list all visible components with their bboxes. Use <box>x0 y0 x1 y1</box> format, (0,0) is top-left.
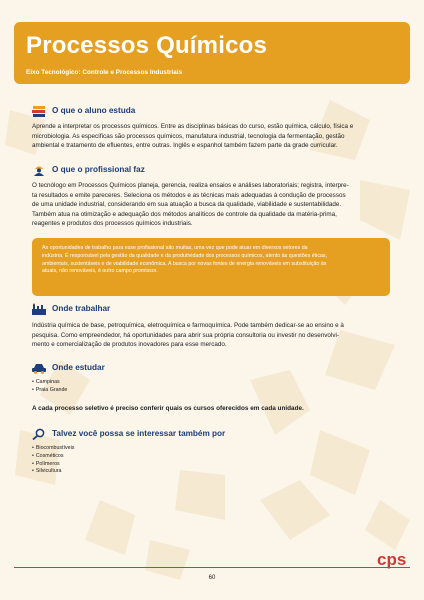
list-item: • Biocombustíveis <box>32 445 74 453</box>
estuda-paragraph <box>32 122 394 151</box>
section-label: Onde trabalhar <box>52 303 111 313</box>
section-label: Onde estudar <box>52 362 105 372</box>
section-heading-estudar <box>32 361 105 373</box>
factory-icon <box>32 302 46 314</box>
trabalhar-paragraph <box>32 321 394 350</box>
paragraph-line: pesquisa. Como empreendedor, há oportunidades para abrir sua própria consultoria ou investir no desenvolvi- <box>32 331 339 339</box>
paragraph-line: O tecnólogo em Processos Químicos planeja, gerencia, realiza ensaios e análises laboratoriais; registra, interpre- <box>32 182 349 189</box>
books-icon <box>32 104 46 116</box>
magnifier-icon <box>32 427 46 439</box>
cps-logo <box>376 548 412 570</box>
section-label: Talvez você possa se interessar também por <box>52 428 226 438</box>
section-label: O que o aluno estuda <box>52 105 136 115</box>
page-number: 60 <box>208 575 216 581</box>
interesse-list <box>32 445 74 476</box>
paragraph-line: Indústria química de base, petroquímica, eletroquímica e farmoquímica. Pode também dedicar-se ao ensino e à <box>32 322 344 329</box>
paragraph-line: ta resultados e emite pareceres. Seleciona os métodos e as técnicas mais adequadas à condução de processos <box>32 191 346 199</box>
section-heading-trabalhar <box>32 302 110 314</box>
paragraph-line: Também atua na otimização e adequação dos métodos analíticos de controle da qualidade da matéria-prima, <box>32 210 337 218</box>
callout-line: atuais, não renováveis, é outro campo promissor. <box>42 268 158 275</box>
worker-icon <box>32 163 46 175</box>
callout-line: As oportunidades de trabalho para esse profissional são muitas, uma vez que pode atuar em diversos setores da <box>42 245 308 251</box>
section-heading-estuda <box>32 104 135 116</box>
list-item: • Praia Grande <box>32 387 67 395</box>
section-heading-profissional <box>32 163 145 175</box>
list-item: • Cosméticos <box>32 453 74 461</box>
profissional-paragraph <box>32 181 394 229</box>
section-heading-interesse <box>32 427 225 439</box>
list-item: • Silvicultura <box>32 468 74 476</box>
selection-note: A cada processo seletivo é preciso conferir quais os cursos oferecidos em cada unidade. <box>32 405 304 412</box>
title-banner <box>14 22 410 84</box>
list-item: • Campinas <box>32 379 67 387</box>
paragraph-line: de uma unidade industrial, considerando em sua atuação a busca da qualidade, viabilidade e sustentabilidade. <box>32 201 342 209</box>
paragraph-line: ambiental e tratamento de efluentes, entre outras. Inglês e espanhol também fazem parte da grade curricular. <box>32 142 338 150</box>
paragraph-line: Aprende a interpretar os processos químicos. Entre as disciplinas básicas do curso, estão química, cálculo, física e <box>32 123 354 130</box>
callout-line: indústria. É responsável pela gestão da qualidade e da produtividade dos processos químicos, atento às questões éticas, <box>42 252 328 259</box>
callout-line: ambientais, sustentáveis e de viabilidade econômica. A busca por novas fontes de energia renováveis em substituição às <box>42 260 327 267</box>
page-title: Processos Químicos <box>26 32 268 59</box>
paragraph-line: reagentes e produtos dos processos químicos industriais. <box>32 220 193 228</box>
logo-text: cps <box>377 550 407 569</box>
car-icon <box>32 361 46 373</box>
paragraph-line: microbiologia. As específicas são processos químicos, manufatura industrial, tecnologia da fermentação, gestão <box>32 132 345 140</box>
section-label: O que o profissional faz <box>52 164 145 174</box>
paragraph-line: mento e comercialização de produtos inovadores para esse mercado. <box>32 341 227 349</box>
page-subtitle: Eixo Tecnológico: Controle e Processos Industriais <box>26 69 183 76</box>
estudar-list <box>32 379 67 395</box>
footer-divider <box>14 567 410 568</box>
highlight-box <box>32 238 390 296</box>
list-item: • Polímeros <box>32 461 74 469</box>
